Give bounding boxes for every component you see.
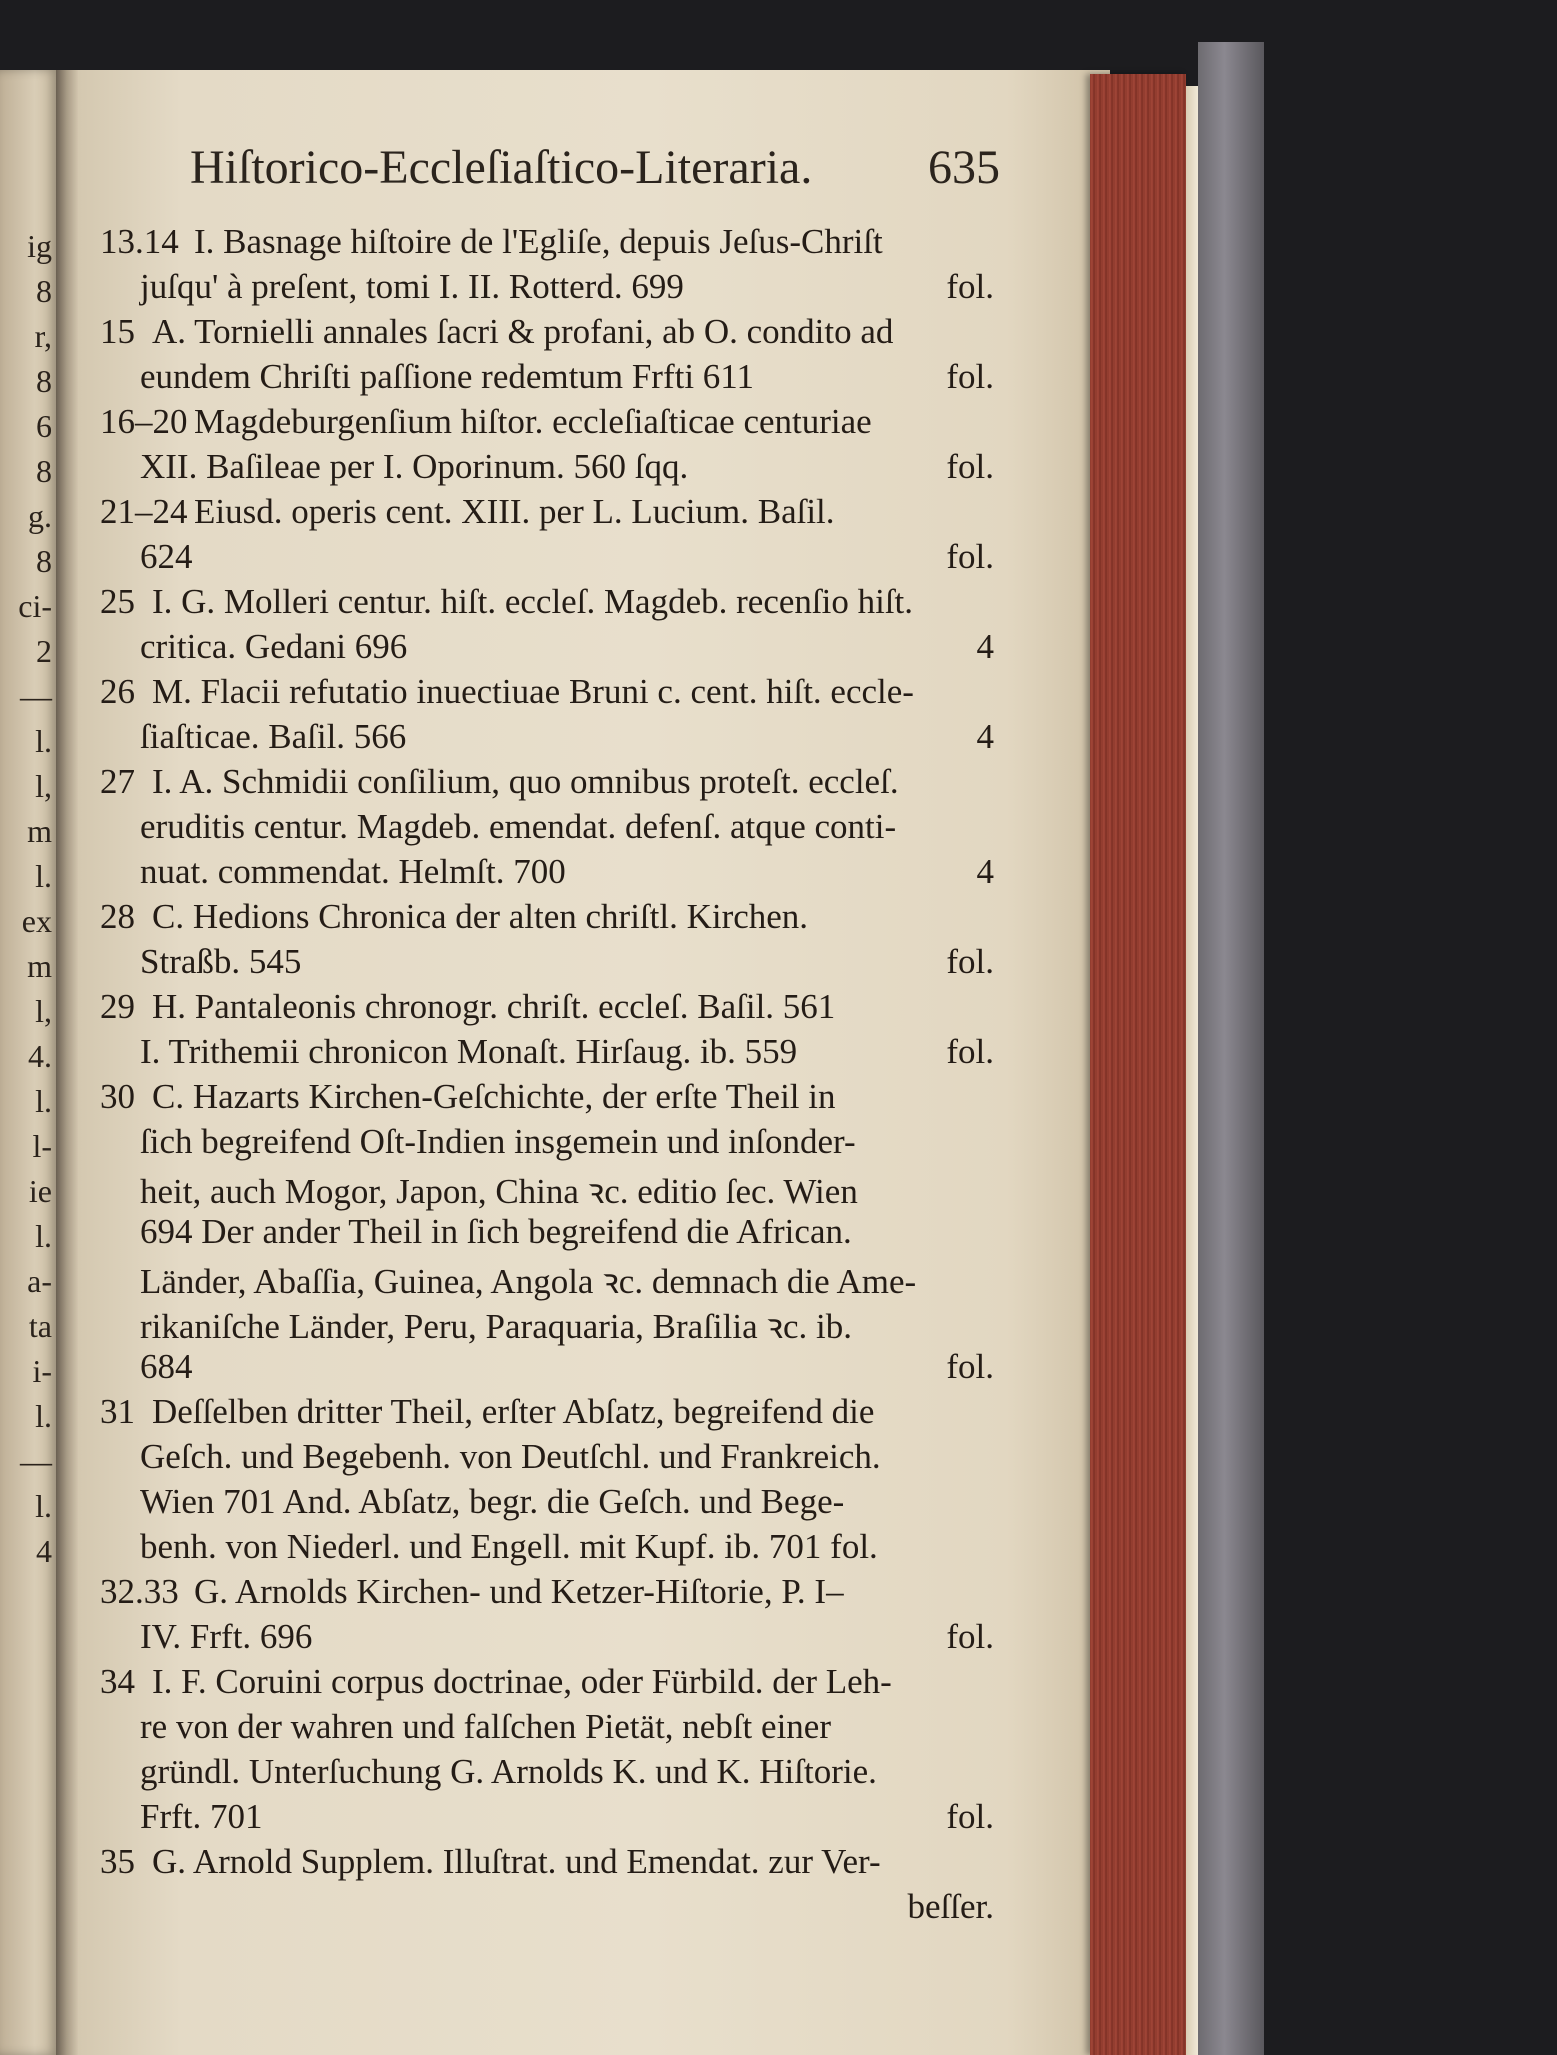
entry-text: Frft. 701 [140, 1797, 263, 1836]
entry-number: 21–24 [100, 492, 188, 531]
entry-text: Länder, Abaſſia, Guinea, Angola ꝛc. demnach die Ame- [140, 1262, 917, 1301]
catalog-line [100, 1302, 1000, 1348]
entry-text: Deſſelben dritter Theil, erſter Abſatz, begreifend die [152, 1392, 875, 1431]
entry-format: fol. [946, 267, 994, 306]
catalog-line [100, 312, 1000, 358]
catalog-line [100, 672, 1000, 718]
catalog-line [100, 1662, 1000, 1708]
left-page-fragment: m [27, 813, 52, 849]
entry-number: 16–20 [100, 402, 188, 441]
entry-text: Geſch. und Begebenh. von Deutſchl. und Frankreich. [140, 1437, 881, 1476]
running-title: Hiſtorico-Eccleſiaſtico-Literaria. [190, 141, 813, 194]
entry-number: 35 [100, 1842, 135, 1881]
left-page-fragments [0, 70, 58, 2055]
catalog-line [100, 1437, 1000, 1483]
entry-text: I. F. Coruini corpus doctrinae, oder Fürbild. der Leh- [152, 1662, 892, 1701]
catalog-line [100, 762, 1000, 808]
catalog-line [100, 447, 1000, 493]
entry-text: C. Hedions Chronica der alten chriſtl. Kirchen. [152, 897, 809, 936]
catalog-line [100, 852, 1000, 898]
catalog-line [100, 402, 1000, 448]
entry-number: 26 [100, 672, 135, 711]
entry-text: G. Arnolds Kirchen- und Ketzer-Hiſtorie, P. I– [194, 1572, 844, 1611]
entry-text: heit, auch Mogor, Japon, China ꝛc. editio ſec. Wien [140, 1172, 858, 1211]
page-block-edge-light [1186, 86, 1198, 2055]
left-page-fragment: 8 [36, 543, 52, 579]
catalog-line [100, 1527, 1000, 1573]
left-page-fragment: l. [35, 1218, 52, 1254]
entry-number: 13.14 [100, 222, 179, 261]
catalog-line [100, 1167, 1000, 1213]
left-page-fragment: r, [34, 318, 52, 354]
left-page-fragment: ie [28, 1173, 52, 1209]
entry-number: 15 [100, 312, 135, 351]
catalog-line [100, 1752, 1000, 1798]
left-page-fragment: ex [21, 903, 52, 939]
left-page-fragment: i- [32, 1353, 52, 1389]
left-page-fragment: l, [35, 768, 52, 804]
entry-number: 30 [100, 1077, 135, 1116]
entry-text: IV. Frft. 696 [140, 1617, 313, 1656]
entry-format: 4 [976, 717, 994, 756]
entry-number: 34 [100, 1662, 135, 1701]
entry-text: eundem Chriſti paſſione redemtum Frfti 611 [140, 357, 755, 396]
catalog-line [100, 1077, 1000, 1123]
entry-text: G. Arnold Supplem. Illuſtrat. und Emendat. zur Ver- [152, 1842, 881, 1881]
catalog-line [100, 1257, 1000, 1303]
catalog-line [100, 1032, 1000, 1078]
catalog-line [100, 1617, 1000, 1663]
entry-text: Eiusd. operis cent. XIII. per L. Lucium. Baſil. [194, 492, 835, 531]
left-page-fragment: l- [32, 1128, 52, 1164]
entry-number: 27 [100, 762, 135, 801]
left-page-fragment: l. [35, 1083, 52, 1119]
left-page-fragment: 4 [36, 1533, 52, 1569]
left-page-fragment: l. [35, 858, 52, 894]
left-page-fragment: — [20, 678, 52, 714]
entry-number: 31 [100, 1392, 135, 1431]
left-page-fragment: 4. [28, 1038, 52, 1074]
catalog-line [100, 1392, 1000, 1438]
left-page-fragment: 2 [36, 633, 52, 669]
entry-format: beſſer. [907, 1887, 994, 1926]
entry-text: Magdeburgenſium hiſtor. eccleſiaſticae centuriae [194, 402, 872, 441]
entry-number: 25 [100, 582, 135, 621]
left-page-fragment: 6 [36, 408, 52, 444]
catalog-line [100, 1572, 1000, 1618]
entry-number: 28 [100, 897, 135, 936]
entry-format: fol. [946, 942, 994, 981]
entry-text: benh. von Niederl. und Engell. mit Kupf. ib. 701 fol. [140, 1527, 878, 1566]
left-page-fragment: ta [28, 1308, 52, 1344]
entry-text: rikaniſche Länder, Peru, Paraquaria, Braſilia ꝛc. ib. [140, 1307, 852, 1346]
book-cover [1198, 42, 1264, 2055]
entry-format: 4 [976, 627, 994, 666]
catalog-line [100, 537, 1000, 583]
catalog-line [100, 717, 1000, 763]
catalog-line [100, 1707, 1000, 1753]
catalog-line [100, 1122, 1000, 1168]
entry-text: re von der wahren und falſchen Pietät, nebſt einer [140, 1707, 831, 1746]
catalog-line [100, 492, 1000, 538]
catalog-line [100, 627, 1000, 673]
entry-text: A. Tornielli annales ſacri & profani, ab O. condito ad [152, 312, 894, 351]
entry-text: ſich begreifend Oſt-Indien insgemein und inſonder- [140, 1122, 856, 1161]
catalog-line [100, 1842, 1000, 1888]
left-page-fragment: 8 [36, 363, 52, 399]
catalog-line [100, 222, 1000, 268]
entry-text: Wien 701 And. Abſatz, begr. die Geſch. und Bege- [140, 1482, 845, 1521]
entry-format: fol. [946, 447, 994, 486]
left-page-fragment: — [20, 1443, 52, 1479]
catalog-line [100, 267, 1000, 313]
catalog-line [100, 357, 1000, 403]
entry-text: XII. Baſileae per I. Oporinum. 560 ſqq. [140, 447, 689, 486]
entry-text: M. Flacii refutatio inuectiuae Bruni c. cent. hiſt. eccle- [152, 672, 914, 711]
entry-number: 29 [100, 987, 135, 1026]
entry-text: nuat. commendat. Helmſt. 700 [140, 852, 566, 891]
entry-text: 684 [140, 1347, 193, 1386]
catalog-line [100, 1212, 1000, 1258]
left-page-fragment: l. [35, 1488, 52, 1524]
entry-format: 4 [976, 852, 994, 891]
left-page-fragment: 8 [36, 453, 52, 489]
catalog-line [100, 807, 1000, 853]
entry-text: I. Basnage hiſtoire de l'Egliſe, depuis Jeſus-Chriſt [194, 222, 883, 261]
entry-format: fol. [946, 1617, 994, 1656]
entry-text: juſqu' à preſent, tomi I. II. Rotterd. 699 [140, 267, 684, 306]
running-header [190, 140, 1000, 200]
catalog-line [100, 1797, 1000, 1843]
left-page-edge [0, 70, 58, 2055]
catalog-line [100, 897, 1000, 943]
entry-text: H. Pantaleonis chronogr. chriſt. eccleſ. Baſil. 561 [152, 987, 836, 1026]
entry-text: I. Trithemii chronicon Monaſt. Hirſaug. ib. 559 [140, 1032, 798, 1071]
left-page-fragment: 8 [36, 273, 52, 309]
left-page-fragment: l. [35, 1398, 52, 1434]
entry-text: eruditis centur. Magdeb. emendat. defenſ. atque conti- [140, 807, 897, 846]
entry-text: critica. Gedani 696 [140, 627, 408, 666]
entry-text: I. G. Molleri centur. hiſt. eccleſ. Magdeb. recenſio hiſt. [152, 582, 914, 621]
entry-text: 624 [140, 537, 193, 576]
catalog-line [100, 582, 1000, 628]
entry-number: 32.33 [100, 1572, 179, 1611]
entry-format: fol. [946, 1347, 994, 1386]
entry-format: fol. [946, 357, 994, 396]
left-page-fragment: l. [35, 723, 52, 759]
left-page-fragment: m [27, 948, 52, 984]
catalog-line [100, 987, 1000, 1033]
catalog-line [100, 1887, 1000, 1933]
catalog-line [100, 1347, 1000, 1393]
left-page-fragment: l, [35, 993, 52, 1029]
entry-text: ſiaſticae. Baſil. 566 [140, 717, 407, 756]
left-page-fragment: ig [27, 228, 52, 264]
left-page-fragment: ci- [18, 588, 52, 624]
catalog-line [100, 1482, 1000, 1528]
page-block-edges [1090, 74, 1186, 2055]
page-number: 635 [928, 141, 1000, 194]
entry-format: fol. [946, 537, 994, 576]
left-page-fragment: a- [27, 1263, 52, 1299]
entry-text: gründl. Unterſuchung G. Arnolds K. und K. Hiſtorie. [140, 1752, 877, 1791]
entry-text: C. Hazarts Kirchen-Geſchichte, der erſte Theil in [152, 1077, 836, 1116]
entry-text: Straßb. 545 [140, 942, 302, 981]
entry-format: fol. [946, 1797, 994, 1836]
catalog-line [100, 942, 1000, 988]
left-page-fragment: g. [28, 498, 52, 534]
book-gutter [56, 70, 80, 2055]
entry-text: I. A. Schmidii conſilium, quo omnibus proteſt. eccleſ. [152, 762, 899, 801]
entry-format: fol. [946, 1032, 994, 1071]
entry-text: 694 Der ander Theil in ſich begreifend die African. [140, 1212, 852, 1251]
